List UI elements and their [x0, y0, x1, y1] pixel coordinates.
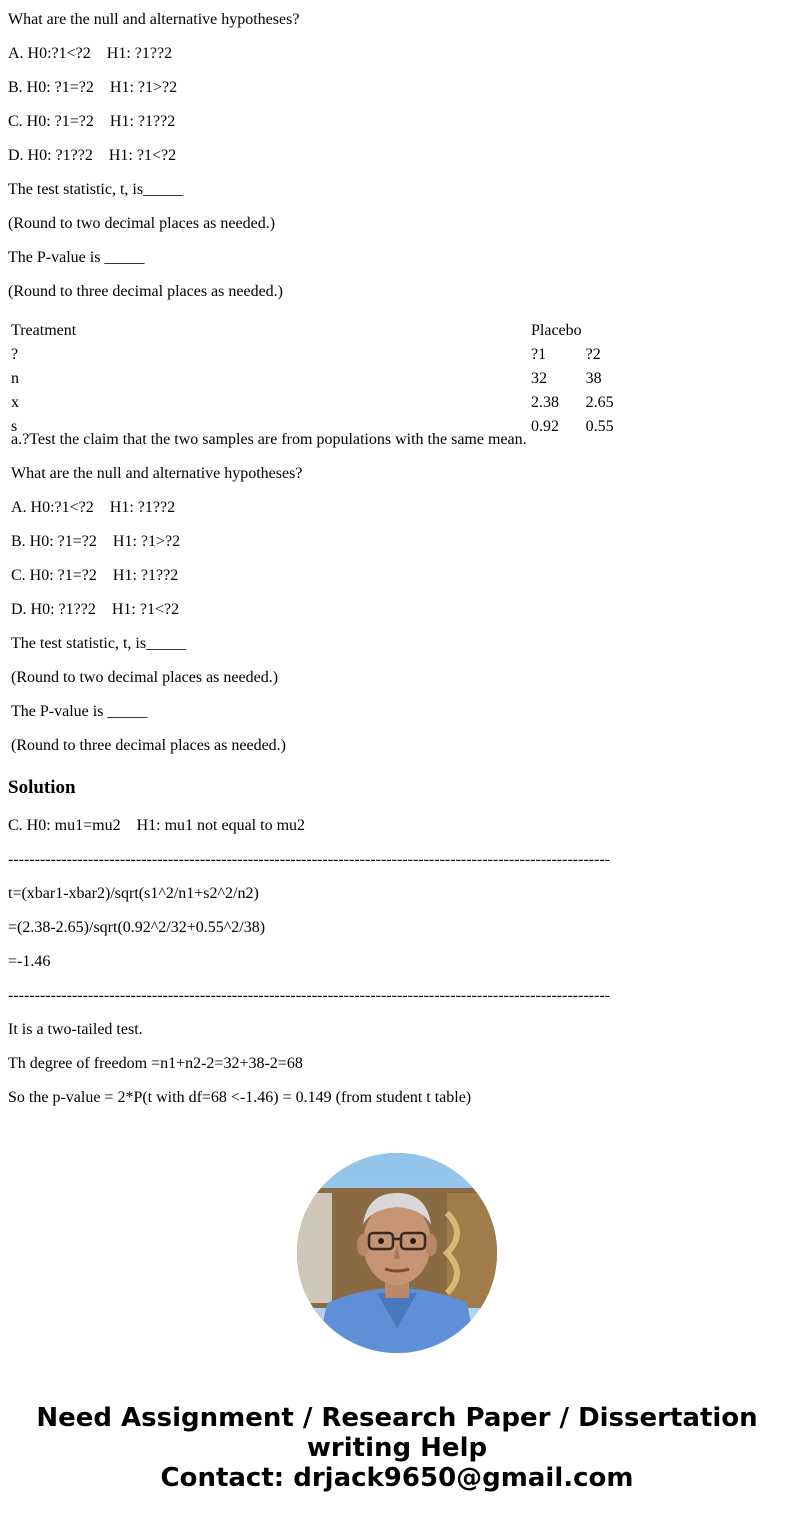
table-cell: 2.65 — [585, 394, 614, 411]
table-cell: ?2 — [585, 346, 601, 363]
table-cell: 0.92 — [531, 418, 559, 435]
table-row — [10, 320, 615, 342]
table-cell: 32 — [531, 370, 547, 387]
sample-data-table — [8, 318, 617, 440]
option-c: C. H0: ?1=?2 H1: ?1??2 — [8, 113, 176, 130]
table-cell: x — [11, 394, 19, 411]
table-cell: ? — [11, 346, 19, 363]
divider: ----------------------------------------------------------------------------------------------------------------- — [8, 987, 611, 1004]
round-three-note: (Round to three decimal places as needed.) — [8, 283, 283, 300]
test-statistic-prompt: The test statistic, t, is_____ — [8, 181, 184, 198]
pvalue-prompt: The P-value is _____ — [8, 249, 145, 266]
divider: ----------------------------------------------------------------------------------------------------------------- — [8, 851, 611, 868]
avatar — [297, 1153, 497, 1353]
option-d: D. H0: ?1??2 H1: ?1<?2 — [11, 601, 180, 618]
banner-line: writing Help — [306, 1433, 488, 1463]
table-cell: 0.55 — [585, 418, 614, 435]
author-portrait-icon — [297, 1153, 497, 1353]
table-cell: 2.38 — [531, 394, 559, 411]
banner-contact-line: Contact: drjack9650@gmail.com — [160, 1463, 634, 1493]
formula-line: t=(xbar1-xbar2)/sqrt(s1^2/n1+s2^2/n2) — [8, 885, 259, 902]
option-b: B. H0: ?1=?2 H1: ?1>?2 — [8, 79, 178, 96]
two-tailed-line: It is a two-tailed test. — [8, 1021, 143, 1038]
question-heading: What are the null and alternative hypotheses? — [11, 465, 303, 482]
question-heading: What are the null and alternative hypotheses? — [8, 11, 300, 28]
solution-heading: Solution — [8, 777, 76, 798]
table-cell: s — [11, 418, 18, 435]
round-three-note: (Round to three decimal places as needed.) — [11, 737, 286, 754]
table-cell — [585, 320, 615, 342]
table-cell: 38 — [585, 370, 602, 387]
option-a: A. H0:?1<?2 H1: ?1??2 — [11, 499, 176, 516]
solution-answer: C. H0: mu1=mu2 H1: mu1 not equal to mu2 — [8, 817, 306, 834]
substitution-line: =(2.38-2.65)/sqrt(0.92^2/32+0.55^2/38) — [8, 919, 266, 936]
round-two-note: (Round to two decimal places as needed.) — [11, 669, 279, 686]
contact-banner — [0, 1403, 794, 1493]
banner-line: Need Assignment / Research Paper / Dissertation — [36, 1403, 758, 1433]
table-cell: Placebo — [531, 322, 582, 339]
round-two-note: (Round to two decimal places as needed.) — [8, 215, 276, 232]
table-row — [10, 344, 615, 366]
table-cell: n — [11, 370, 19, 387]
table-row — [10, 368, 615, 390]
result-line: =-1.46 — [8, 953, 51, 970]
test-statistic-prompt: The test statistic, t, is_____ — [11, 635, 187, 652]
option-a: A. H0:?1<?2 H1: ?1??2 — [8, 45, 173, 62]
claim-text: a.?Test the claim that the two samples are from populations with the same mean. — [11, 431, 527, 448]
table-row — [10, 392, 615, 414]
option-d: D. H0: ?1??2 H1: ?1<?2 — [8, 147, 177, 164]
pvalue-prompt: The P-value is _____ — [11, 703, 148, 720]
pvalue-line: So the p-value = 2*P(t with df=68 <-1.46) = 0.149 (from student t table) — [8, 1089, 472, 1106]
option-b: B. H0: ?1=?2 H1: ?1>?2 — [11, 533, 181, 550]
table-cell: Treatment — [11, 322, 77, 339]
degrees-of-freedom-line: Th degree of freedom =n1+n2-2=32+38-2=68 — [8, 1055, 303, 1072]
table-cell: ?1 — [531, 346, 547, 363]
option-c: C. H0: ?1=?2 H1: ?1??2 — [11, 567, 179, 584]
